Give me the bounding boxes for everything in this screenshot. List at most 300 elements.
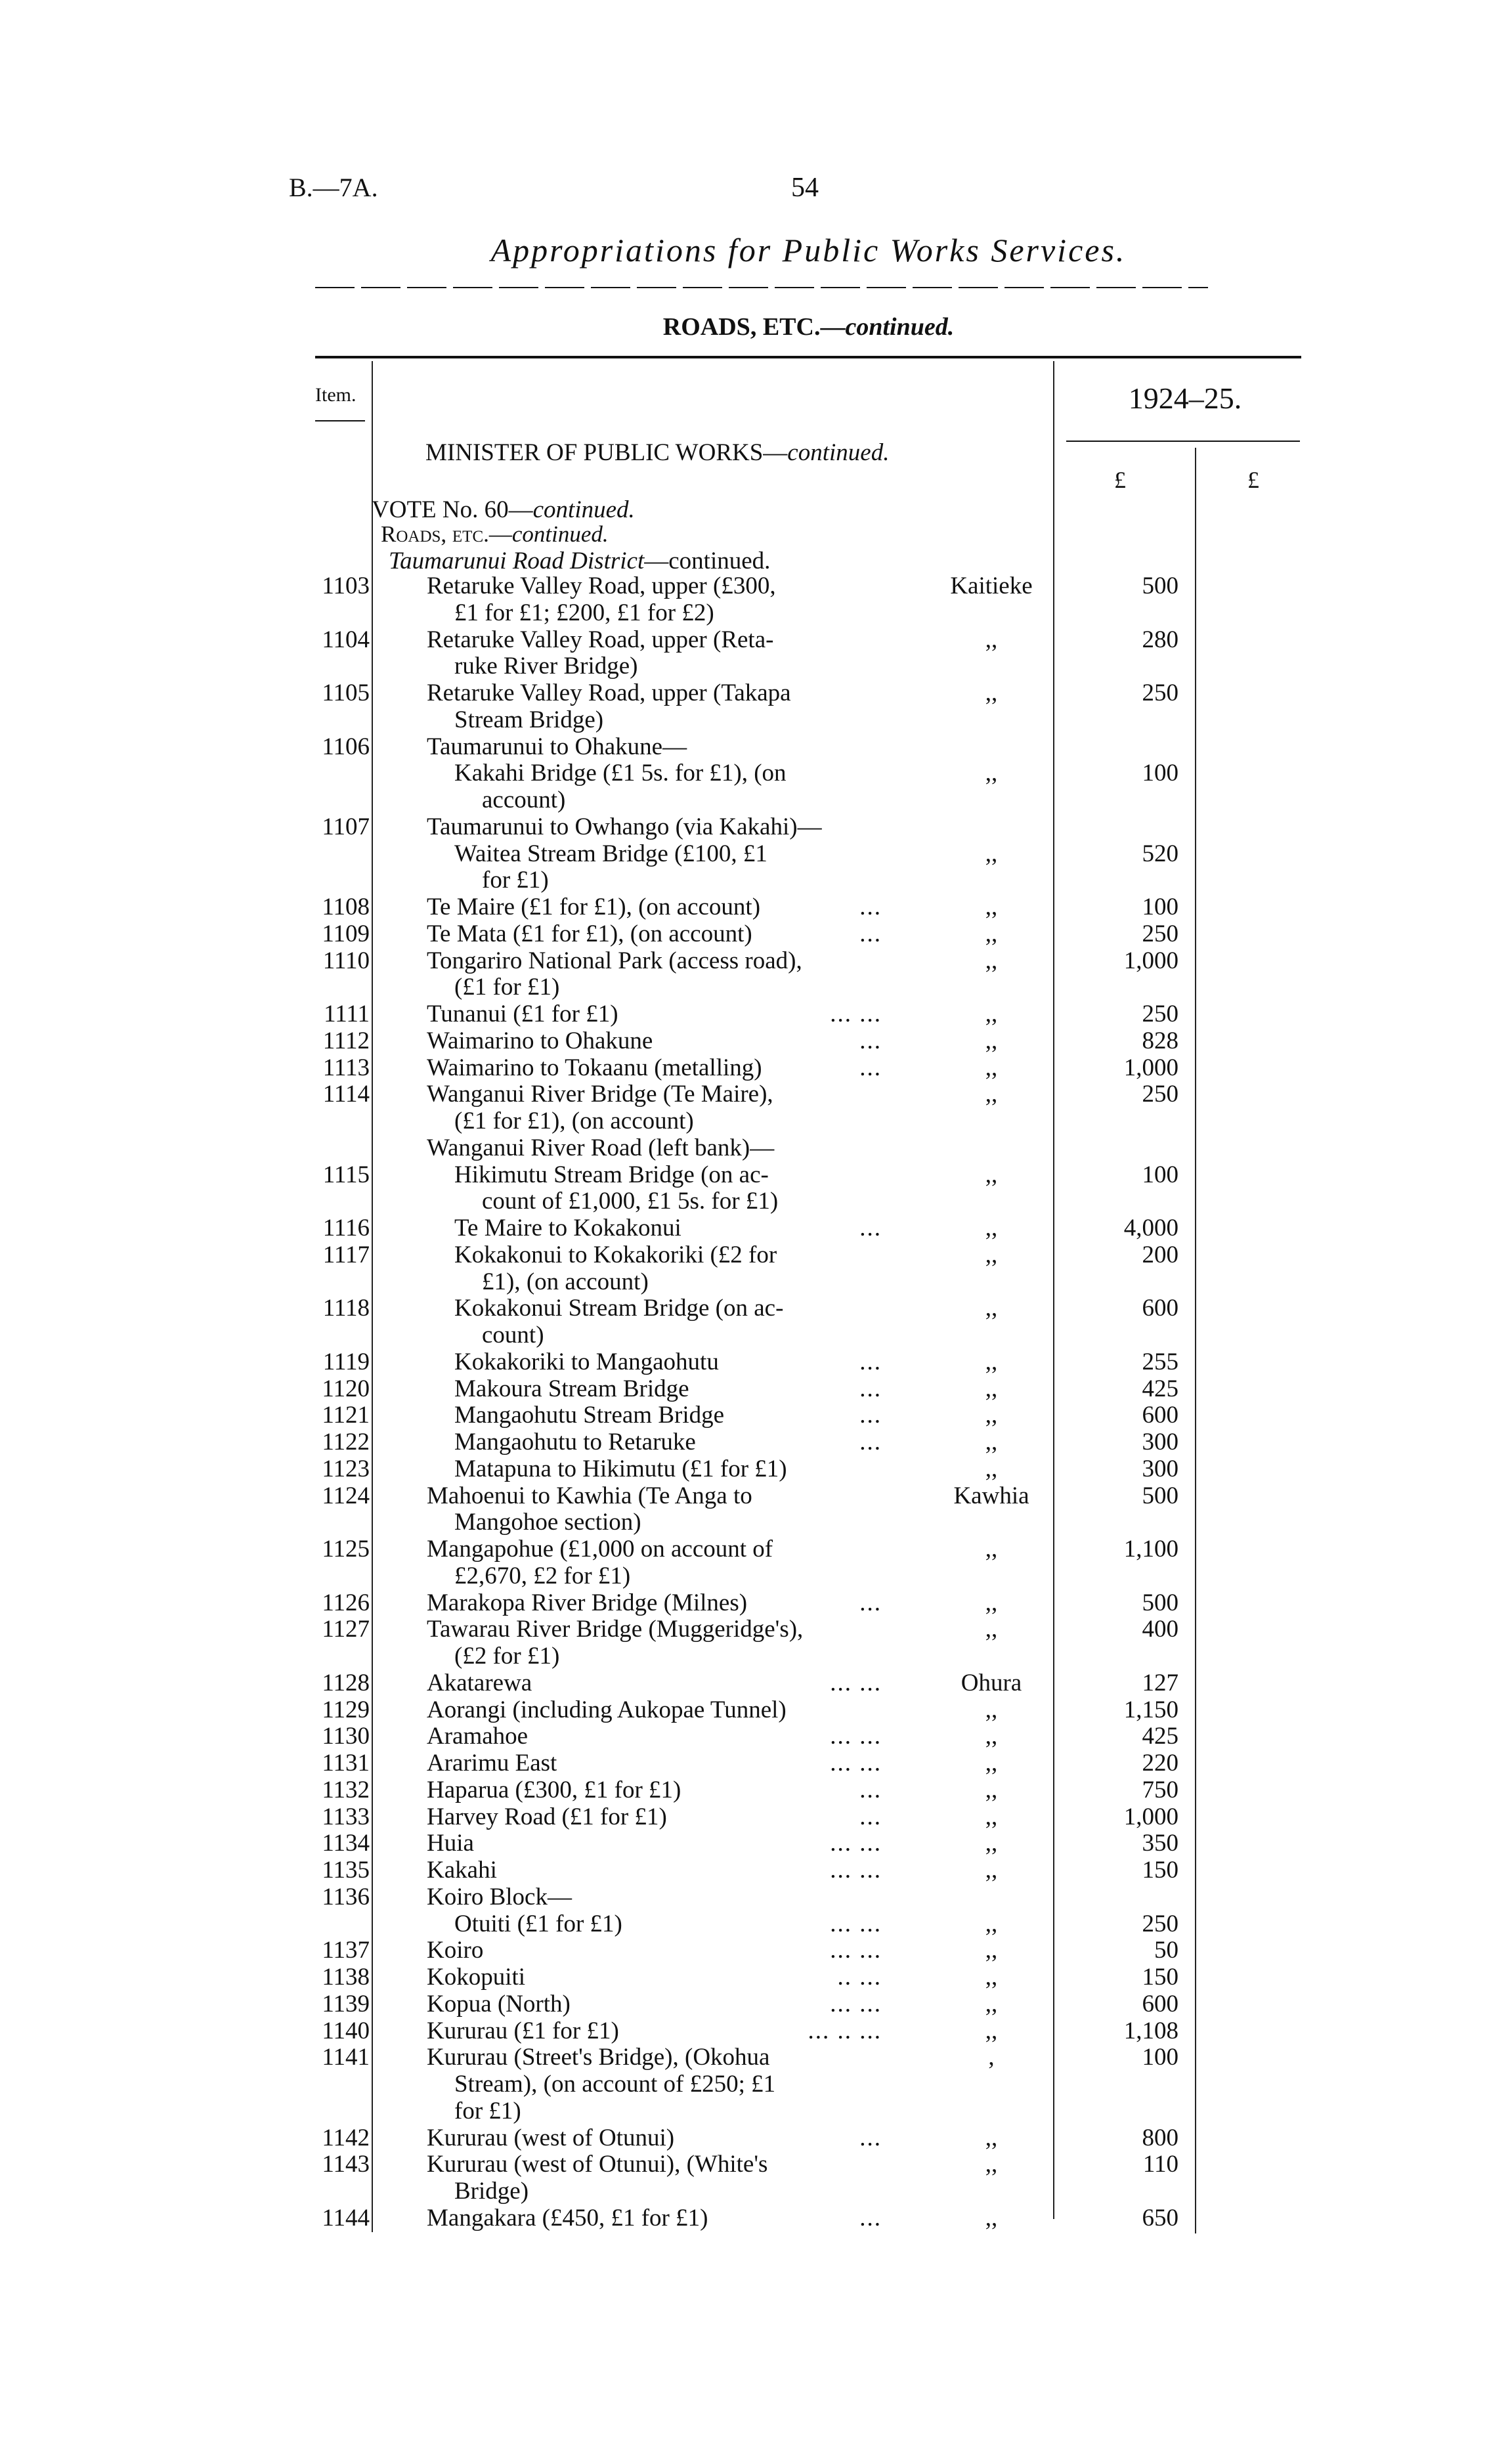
amount: 1,000: [1123, 947, 1178, 974]
district-name: ,,: [985, 1830, 998, 1857]
item-description: Ararimu East: [427, 1750, 557, 1777]
table-row: [0, 1670, 1512, 1697]
item-description: Kakahi: [427, 1857, 497, 1884]
item-description: (£1 for £1): [454, 974, 560, 1001]
item-column-header: Item.: [315, 384, 356, 406]
appropriation-rows: [0, 573, 1512, 2232]
item-description: Waimarino to Ohakune: [427, 1027, 653, 1054]
district-name: Kawhia: [953, 1482, 1029, 1509]
item-number: 1142: [322, 2124, 370, 2151]
district-name: ,,: [985, 1536, 998, 1563]
item-number: 1105: [322, 679, 370, 706]
amount: 250: [1142, 1910, 1178, 1937]
item-description: Waimarino to Tokaanu (metalling): [427, 1054, 762, 1081]
item-description: Mangapohue (£1,000 on account of: [427, 1536, 773, 1563]
item-number: 1116: [322, 1215, 370, 1241]
dot-leader: ... ...: [830, 1910, 882, 1937]
district-name: ,,: [985, 1455, 998, 1482]
item-number: 1143: [322, 2151, 370, 2178]
item-description: Kokakonui to Kokakoriki (£2 for: [454, 1241, 777, 1268]
section-title-suffix: continued.: [845, 313, 955, 341]
table-row: [0, 1590, 1512, 1617]
table-row: [0, 2071, 1512, 2098]
amount: 350: [1142, 1830, 1178, 1857]
item-description: Mahoenui to Kawhia (Te Anga to: [427, 1482, 752, 1509]
table-row: [0, 1830, 1512, 1857]
page-title: Appropriations for Public Works Services.: [490, 232, 1127, 269]
amount: 600: [1142, 1295, 1178, 1322]
vote-heading-main: VOTE No. 60—: [372, 496, 533, 523]
amount: 100: [1142, 2044, 1178, 2071]
district-name: ,,: [985, 2151, 998, 2178]
item-description: Waitea Stream Bridge (£100, £1: [454, 840, 767, 867]
table-row: [0, 1162, 1512, 1189]
item-description: Aorangi (including Aukopae Tunnel): [427, 1696, 787, 1723]
document-reference: B.—7A.: [289, 173, 378, 202]
amount: 425: [1142, 1375, 1178, 1402]
item-description: Taumarunui to Owhango (via Kakahi)—: [427, 813, 822, 840]
item-number: 1111: [324, 1001, 370, 1027]
table-row: [0, 1295, 1512, 1322]
table-row: [0, 1456, 1512, 1483]
item-number: 1131: [322, 1750, 370, 1777]
table-row: [0, 760, 1512, 787]
district-name: ,,: [985, 2124, 998, 2151]
section-title: [0, 313, 1512, 341]
district-name: ,,: [985, 1696, 998, 1723]
dot-leader: ...: [859, 1375, 882, 1402]
dot-leader: ... ...: [830, 1830, 882, 1857]
amount: 200: [1142, 1241, 1178, 1268]
district-name: ,,: [985, 1001, 998, 1027]
district-name: Kaitieke: [950, 572, 1033, 599]
item-number: 1112: [322, 1027, 370, 1054]
item-description: Kururau (£1 for £1): [427, 2017, 619, 2044]
amount: 150: [1142, 1964, 1178, 1991]
district-name: ,,: [985, 1348, 998, 1375]
district-name: ,,: [985, 1857, 998, 1884]
amount: 4,000: [1123, 1215, 1178, 1241]
amount: 650: [1142, 2204, 1178, 2232]
table-row: [0, 1804, 1512, 1831]
table-row: [0, 2044, 1512, 2071]
item-description: Mangakara (£450, £1 for £1): [427, 2204, 708, 2232]
amount: 110: [1142, 2151, 1178, 2178]
dot-leader: ...: [859, 1803, 882, 1830]
amount: 300: [1142, 1429, 1178, 1455]
district-name: ,,: [985, 1964, 998, 1991]
item-description: Wanganui River Bridge (Te Maire),: [427, 1081, 773, 1108]
item-number: 1130: [322, 1723, 370, 1750]
amount: 520: [1142, 840, 1178, 867]
item-number: 1138: [322, 1964, 370, 1991]
item-description: Retaruke Valley Road, upper (Takapa: [427, 679, 791, 706]
item-description: Wanganui River Road (left bank)—: [427, 1134, 775, 1161]
dot-leader: ...: [859, 1215, 882, 1241]
item-number: 1117: [322, 1241, 370, 1268]
table-row: [0, 734, 1512, 761]
item-description: count of £1,000, £1 5s. for £1): [482, 1188, 779, 1215]
district-name: ,,: [985, 1937, 998, 1964]
district-name: ,,: [985, 1295, 998, 1322]
table-row: [0, 1402, 1512, 1429]
table-row: [0, 2098, 1512, 2125]
dot-leader: ... .. ...: [808, 2017, 882, 2044]
amount: 250: [1142, 1081, 1178, 1108]
district-name: ,,: [985, 626, 998, 653]
table-row: [0, 867, 1512, 894]
table-row: [0, 1001, 1512, 1028]
item-description: Mangaohutu Stream Bridge: [454, 1402, 725, 1429]
table-row: [0, 1937, 1512, 1964]
item-description: £2,670, £2 for £1): [454, 1562, 631, 1589]
amount: 300: [1142, 1455, 1178, 1482]
amount: 500: [1142, 1589, 1178, 1616]
district-name: ,,: [985, 894, 998, 920]
dot-leader: ...: [859, 1429, 882, 1455]
item-number: 1137: [322, 1937, 370, 1964]
district-name: ,,: [985, 1054, 998, 1081]
item-number: 1110: [322, 947, 370, 974]
table-row: [0, 2205, 1512, 2232]
district-name: ,,: [985, 1215, 998, 1241]
district-name: ,,: [985, 679, 998, 706]
minister-heading-suffix: continued.: [787, 439, 890, 466]
amount: 1,000: [1123, 1803, 1178, 1830]
table-row: [0, 1055, 1512, 1082]
vote-heading: [372, 496, 635, 524]
item-number: 1123: [322, 1455, 370, 1482]
dot-leader: ...: [859, 1402, 882, 1429]
table-row: [0, 2178, 1512, 2205]
table-row: [0, 1215, 1512, 1242]
item-number: 1114: [322, 1081, 370, 1108]
amount: 750: [1142, 1776, 1178, 1803]
table-row: [0, 1616, 1512, 1643]
item-description: Harvey Road (£1 for £1): [427, 1803, 667, 1830]
amount: 127: [1142, 1669, 1178, 1696]
dot-leader: ...: [859, 920, 882, 947]
district-name: ,,: [985, 760, 998, 787]
amount: 250: [1142, 920, 1178, 947]
table-row: [0, 653, 1512, 680]
amount: 1,100: [1123, 1536, 1178, 1563]
amount: 425: [1142, 1723, 1178, 1750]
item-number: 1139: [322, 1990, 370, 2017]
table-row: [0, 1911, 1512, 1938]
year-header-rule: [1066, 441, 1300, 442]
dot-leader: ... ...: [830, 1723, 882, 1750]
table-row: [0, 2125, 1512, 2152]
item-number: 1126: [322, 1589, 370, 1616]
amount: 255: [1142, 1348, 1178, 1375]
table-row: [0, 894, 1512, 921]
item-number: 1115: [322, 1161, 370, 1188]
item-description: Tongariro National Park (access road),: [427, 947, 802, 974]
item-description: Kururau (west of Otunui), (White's: [427, 2151, 768, 2178]
item-number: 1119: [322, 1348, 370, 1375]
item-description: Kururau (Street's Bridge), (Okohua: [427, 2044, 770, 2071]
table-row: [0, 600, 1512, 627]
item-description: Kopua (North): [427, 1990, 571, 2017]
district-name: ,,: [985, 1027, 998, 1054]
item-description: £1), (on account): [482, 1268, 649, 1295]
dot-leader: ...: [859, 1589, 882, 1616]
item-description: Kokopuiti: [427, 1964, 526, 1991]
amount: 600: [1142, 1990, 1178, 2017]
table-row: [0, 1376, 1512, 1403]
amount: 800: [1142, 2124, 1178, 2151]
amount: 150: [1142, 1857, 1178, 1884]
dot-leader: ...: [859, 1348, 882, 1375]
item-number: 1144: [322, 2204, 370, 2232]
district-name: ,,: [985, 1616, 998, 1643]
table-row: [0, 787, 1512, 814]
table-row: [0, 707, 1512, 734]
district-name: ,,: [985, 2204, 998, 2232]
district-name: ,,: [985, 1589, 998, 1616]
item-number: 1128: [322, 1669, 370, 1696]
minister-heading: [425, 439, 889, 467]
item-description: Kakahi Bridge (£1 5s. for £1), (on: [454, 760, 787, 787]
district-name: ,,: [985, 920, 998, 947]
table-row: [0, 627, 1512, 654]
table-row: [0, 1697, 1512, 1724]
item-number: 1133: [322, 1803, 370, 1830]
item-description: Huia: [427, 1830, 474, 1857]
district-heading: [389, 547, 770, 575]
table-row: [0, 1723, 1512, 1750]
item-description: (£1 for £1), (on account): [454, 1108, 694, 1134]
district-name: ,,: [985, 1241, 998, 1268]
dot-leader: ... ...: [830, 1001, 882, 1027]
table-row: [0, 573, 1512, 600]
item-header-rule: [315, 420, 365, 421]
item-number: 1122: [322, 1429, 370, 1455]
currency-label-2: £: [1247, 467, 1259, 493]
item-description: Retaruke Valley Road, upper (£300,: [427, 572, 776, 599]
item-number: 1135: [322, 1857, 370, 1884]
table-row: [0, 1964, 1512, 1991]
item-description: Tawarau River Bridge (Muggeridge's),: [427, 1616, 804, 1643]
district-name: ,,: [985, 947, 998, 974]
district-name: ,,: [985, 1750, 998, 1777]
item-number: 1106: [322, 733, 370, 760]
amount: 600: [1142, 1402, 1178, 1429]
item-description: Stream), (on account of £250; £1: [454, 2071, 776, 2098]
item-description: Mangaohutu to Retaruke: [454, 1429, 696, 1455]
year-column-header: 1924–25.: [1128, 381, 1242, 415]
table-row: [0, 1750, 1512, 1777]
item-description: Aramahoe: [427, 1723, 529, 1750]
item-number: 1136: [322, 1883, 370, 1910]
subvote-heading-main: Roads, etc.—: [381, 521, 512, 547]
table-row: [0, 921, 1512, 948]
table-row: [0, 1028, 1512, 1055]
amount: 1,000: [1123, 1054, 1178, 1081]
table-row: [0, 841, 1512, 868]
district-name: ,,: [985, 1990, 998, 2017]
amount: 500: [1142, 1482, 1178, 1509]
table-row: [0, 974, 1512, 1001]
item-number: 1121: [322, 1402, 370, 1429]
item-description: Tunanui (£1 for £1): [427, 1001, 618, 1027]
district-name: ,,: [985, 2017, 998, 2044]
item-description: Hikimutu Stream Bridge (on ac-: [454, 1161, 769, 1188]
district-name: ,,: [985, 1161, 998, 1188]
table-row: [0, 1884, 1512, 1911]
dot-leader: ... ...: [830, 1857, 882, 1884]
dot-leader: ...: [859, 1027, 882, 1054]
district-name: ,,: [985, 1723, 998, 1750]
table-row: [0, 1509, 1512, 1536]
amount: 100: [1142, 760, 1178, 787]
table-row: [0, 1777, 1512, 1804]
table-row: [0, 1188, 1512, 1215]
amount: 100: [1142, 1161, 1178, 1188]
item-number: 1140: [322, 2017, 370, 2044]
item-description: £1 for £1; £200, £1 for £2): [454, 599, 714, 626]
item-description: Kokakoriki to Mangaohutu: [454, 1348, 719, 1375]
minister-heading-main: MINISTER OF PUBLIC WORKS—: [425, 439, 788, 466]
table-row: [0, 1242, 1512, 1269]
amount: 250: [1142, 679, 1178, 706]
item-number: 1113: [322, 1054, 370, 1081]
item-description: Kururau (west of Otunui): [427, 2124, 675, 2151]
item-description: Otuiti (£1 for £1): [454, 1910, 622, 1937]
table-row: [0, 814, 1512, 841]
item-number: 1103: [322, 572, 370, 599]
dot-leader: .. ...: [837, 1964, 882, 1991]
section-title-main: ROADS, ETC.—: [662, 313, 846, 341]
table-row: [0, 1349, 1512, 1376]
table-row: [0, 1483, 1512, 1510]
item-description: (£2 for £1): [454, 1643, 560, 1670]
table-top-rule: [315, 356, 1301, 358]
amount: 1,108: [1123, 2017, 1178, 2044]
table-row: [0, 1643, 1512, 1670]
district-name: Ohura: [961, 1669, 1022, 1696]
item-description: for £1): [454, 2097, 521, 2124]
district-name: ,: [988, 2044, 995, 2071]
item-description: for £1): [482, 867, 549, 894]
item-number: 1127: [322, 1616, 370, 1643]
amount: 1,150: [1123, 1696, 1178, 1723]
district-name: ,,: [985, 1375, 998, 1402]
item-number: 1141: [322, 2044, 370, 2071]
item-description: Te Mata (£1 for £1), (on account): [427, 920, 752, 947]
dot-leader: ...: [859, 1054, 882, 1081]
item-number: 1132: [322, 1776, 370, 1803]
district-heading-main: Taumarunui Road District: [389, 548, 645, 574]
table-row: [0, 1269, 1512, 1296]
district-heading-suffix: —continued.: [644, 548, 771, 574]
district-name: ,,: [985, 1910, 998, 1937]
amount: 280: [1142, 626, 1178, 653]
table-row: [0, 1108, 1512, 1135]
item-number: 1109: [322, 920, 370, 947]
item-number: 1118: [322, 1295, 370, 1322]
district-name: ,,: [985, 840, 998, 867]
item-description: Bridge): [454, 2178, 529, 2205]
table-row: [0, 2151, 1512, 2178]
dot-leader: ...: [859, 1776, 882, 1803]
item-number: 1108: [322, 894, 370, 920]
table-row: [0, 1857, 1512, 1884]
table-row: [0, 1991, 1512, 2018]
item-description: account): [482, 787, 566, 813]
item-description: Stream Bridge): [454, 706, 604, 733]
item-description: Kokakonui Stream Bridge (on ac-: [454, 1295, 784, 1322]
item-number: 1104: [322, 626, 370, 653]
table-row: [0, 680, 1512, 707]
table-row: [0, 2018, 1512, 2045]
district-name: ,,: [985, 1803, 998, 1830]
item-number: 1124: [322, 1482, 370, 1509]
item-description: Makoura Stream Bridge: [454, 1375, 689, 1402]
item-number: 1125: [322, 1536, 370, 1563]
table-row: [0, 1135, 1512, 1162]
amount: 828: [1142, 1027, 1178, 1054]
item-description: Te Maire (£1 for £1), (on account): [427, 894, 761, 920]
currency-label-1: £: [1114, 467, 1126, 493]
amount: 100: [1142, 894, 1178, 920]
item-description: Te Maire to Kokakonui: [454, 1215, 681, 1241]
district-name: ,,: [985, 1429, 998, 1455]
table-row: [0, 1536, 1512, 1563]
table-row: [0, 948, 1512, 975]
item-description: Mangohoe section): [454, 1509, 641, 1536]
item-number: 1120: [322, 1375, 370, 1402]
item-description: Marakopa River Bridge (Milnes): [427, 1589, 748, 1616]
subvote-heading-suffix: continued.: [511, 521, 609, 547]
item-description: Koiro: [427, 1937, 484, 1964]
dot-leader: ...: [859, 2204, 882, 2232]
item-number: 1134: [322, 1830, 370, 1857]
district-name: ,,: [985, 1081, 998, 1108]
amount: 50: [1154, 1937, 1178, 1964]
amount: 500: [1142, 572, 1178, 599]
page-number: 54: [791, 173, 819, 203]
item-description: Matapuna to Hikimutu (£1 for £1): [454, 1455, 787, 1482]
district-name: ,,: [985, 1776, 998, 1803]
amount: 220: [1142, 1750, 1178, 1777]
table-row: [0, 1429, 1512, 1456]
item-description: ruke River Bridge): [454, 653, 638, 680]
dot-leader: ... ...: [830, 1990, 882, 2017]
dot-leader: ... ...: [830, 1669, 882, 1696]
item-description: Taumarunui to Ohakune—: [427, 733, 687, 760]
amount: 400: [1142, 1616, 1178, 1643]
table-row: [0, 1081, 1512, 1108]
item-description: Retaruke Valley Road, upper (Reta-: [427, 626, 774, 653]
subvote-heading: [381, 521, 609, 548]
table-row: [0, 1563, 1512, 1590]
item-description: Akatarewa: [427, 1669, 532, 1696]
amount: 250: [1142, 1001, 1178, 1027]
district-name: ,,: [985, 1402, 998, 1429]
item-description: Haparua (£300, £1 for £1): [427, 1776, 681, 1803]
item-number: 1129: [322, 1696, 370, 1723]
table-row: [0, 1322, 1512, 1349]
item-description: Koiro Block—: [427, 1883, 572, 1910]
dot-leader: ...: [859, 2124, 882, 2151]
dot-leader: ...: [859, 894, 882, 920]
dot-leader: ... ...: [830, 1750, 882, 1777]
item-description: count): [482, 1322, 544, 1348]
vote-heading-suffix: continued.: [532, 496, 635, 523]
title-divider: [315, 287, 1208, 288]
